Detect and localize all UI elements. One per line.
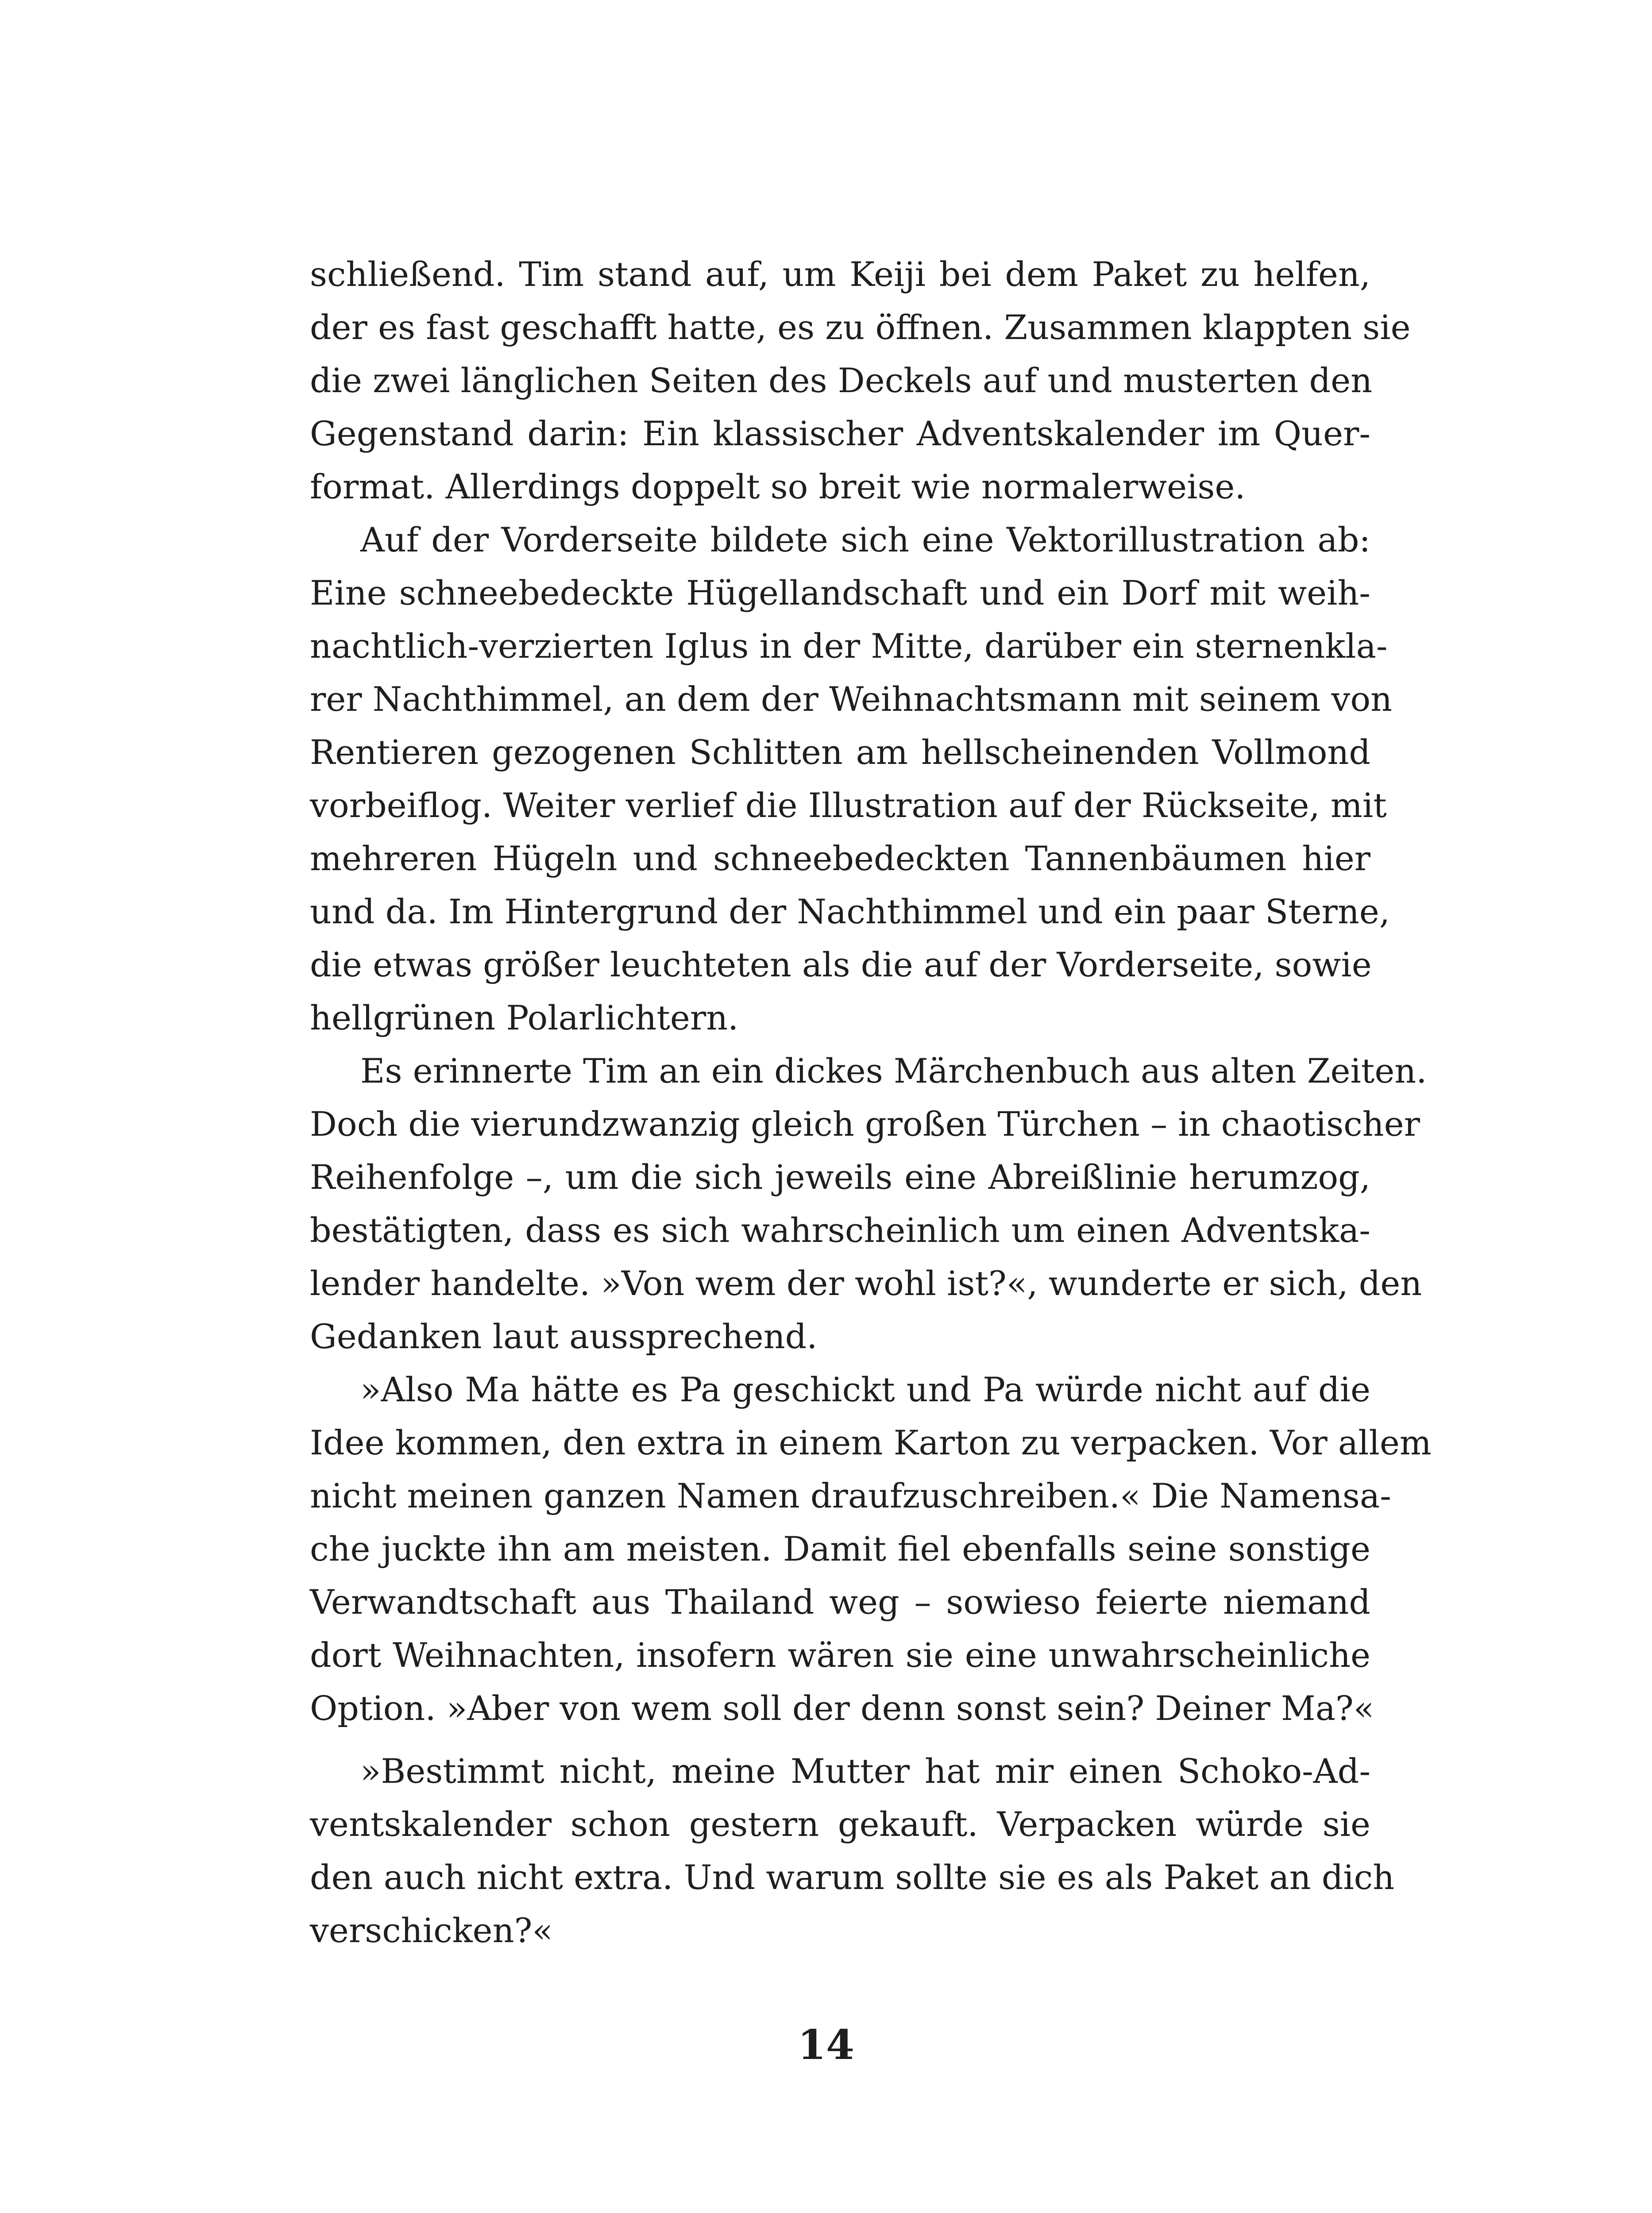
text-line: Rentieren gezogenen Schlitten am hellscheinenden Vollmond — [310, 733, 1370, 772]
text-line: Gedanken laut aussprechend. — [310, 1317, 818, 1356]
text-line: Eine schneebedeckte Hügellandschaft und ein Dorf mit weih- — [310, 573, 1370, 613]
text-line: lender handelte. »Von wem der wohl ist?«, wunderte er sich, den — [310, 1264, 1422, 1303]
text-line: Gegenstand darin: Ein klassischer Adventskalender im Quer- — [310, 414, 1370, 453]
paragraph — [310, 513, 1393, 1045]
text-line: hellgrünen Polarlichtern. — [310, 998, 739, 1037]
text-line: Option. »Aber von wem soll der denn sonst sein? Deiner Ma?« — [310, 1689, 1374, 1728]
text-line: Auf der Vorderseite bildete sich eine Vektorillustration ab: — [360, 520, 1370, 559]
text-line: format. Allerdings doppelt so breit wie normalerweise. — [310, 467, 1246, 506]
text-line: schließend. Tim stand auf, um Keiji bei dem Paket zu helfen, — [310, 254, 1370, 294]
text-line: »Also Ma hätte es Pa geschickt und Pa würde nicht auf die — [360, 1370, 1370, 1409]
text-line: Verwandtschaft aus Thailand weg – sowieso feierte niemand — [310, 1582, 1370, 1622]
text-line: und da. Im Hintergrund der Nachthimmel und ein paar Sterne, — [310, 892, 1390, 931]
page-number: 14 — [797, 2021, 855, 2069]
text-line: verschicken?« — [310, 1911, 553, 1950]
body-text — [310, 248, 1432, 1957]
text-line: che juckte ihn am meisten. Damit fiel ebenfalls seine sonstige — [310, 1529, 1370, 1569]
text-line: mehreren Hügeln und schneebedeckten Tannenbäumen hier — [310, 839, 1370, 878]
paragraph — [310, 1745, 1395, 1957]
text-line: die zwei länglichen Seiten des Deckels auf und musterten den — [310, 361, 1373, 400]
text-line: Es erinnerte Tim an ein dickes Märchenbuch aus alten Zeiten. — [360, 1051, 1427, 1091]
text-line: der es fast geschafft hatte, es zu öffnen. Zusammen klappten sie — [310, 308, 1411, 347]
paragraph — [310, 1363, 1432, 1735]
text-line: bestätigten, dass es sich wahrscheinlich um einen Adventska- — [310, 1211, 1370, 1250]
text-line: nachtlich-verzierten Iglus in der Mitte, darüber ein sternenkla- — [310, 626, 1388, 666]
text-line: ventskalender schon gestern gekauft. Verpacken würde sie — [310, 1804, 1370, 1844]
text-line: vorbeiflog. Weiter verlief die Illustration auf der Rückseite, mit — [310, 786, 1387, 825]
paragraph — [310, 1045, 1427, 1363]
text-line: den auch nicht extra. Und warum sollte sie es als Paket an dich — [310, 1858, 1395, 1897]
text-line: Idee kommen, den extra in einem Karton zu verpacken. Vor allem — [310, 1423, 1432, 1462]
text-line: die etwas größer leuchteten als die auf der Vorderseite, sowie — [310, 945, 1372, 984]
text-line: nicht meinen ganzen Namen draufzuschreiben.« Die Namensa- — [310, 1476, 1391, 1515]
text-line: Reihenfolge –, um die sich jeweils eine Abreißlinie herumzog, — [310, 1157, 1370, 1197]
text-line: Doch die vierundzwanzig gleich großen Türchen – in chaotischer — [310, 1104, 1420, 1144]
text-line: rer Nachthimmel, an dem der Weihnachtsmann mit seinem von — [310, 679, 1393, 719]
paragraph — [310, 248, 1411, 513]
text-line: »Bestimmt nicht, meine Mutter hat mir einen Schoko-Ad- — [360, 1751, 1370, 1791]
text-line: dort Weihnachten, insofern wären sie eine unwahrscheinliche — [310, 1635, 1370, 1675]
